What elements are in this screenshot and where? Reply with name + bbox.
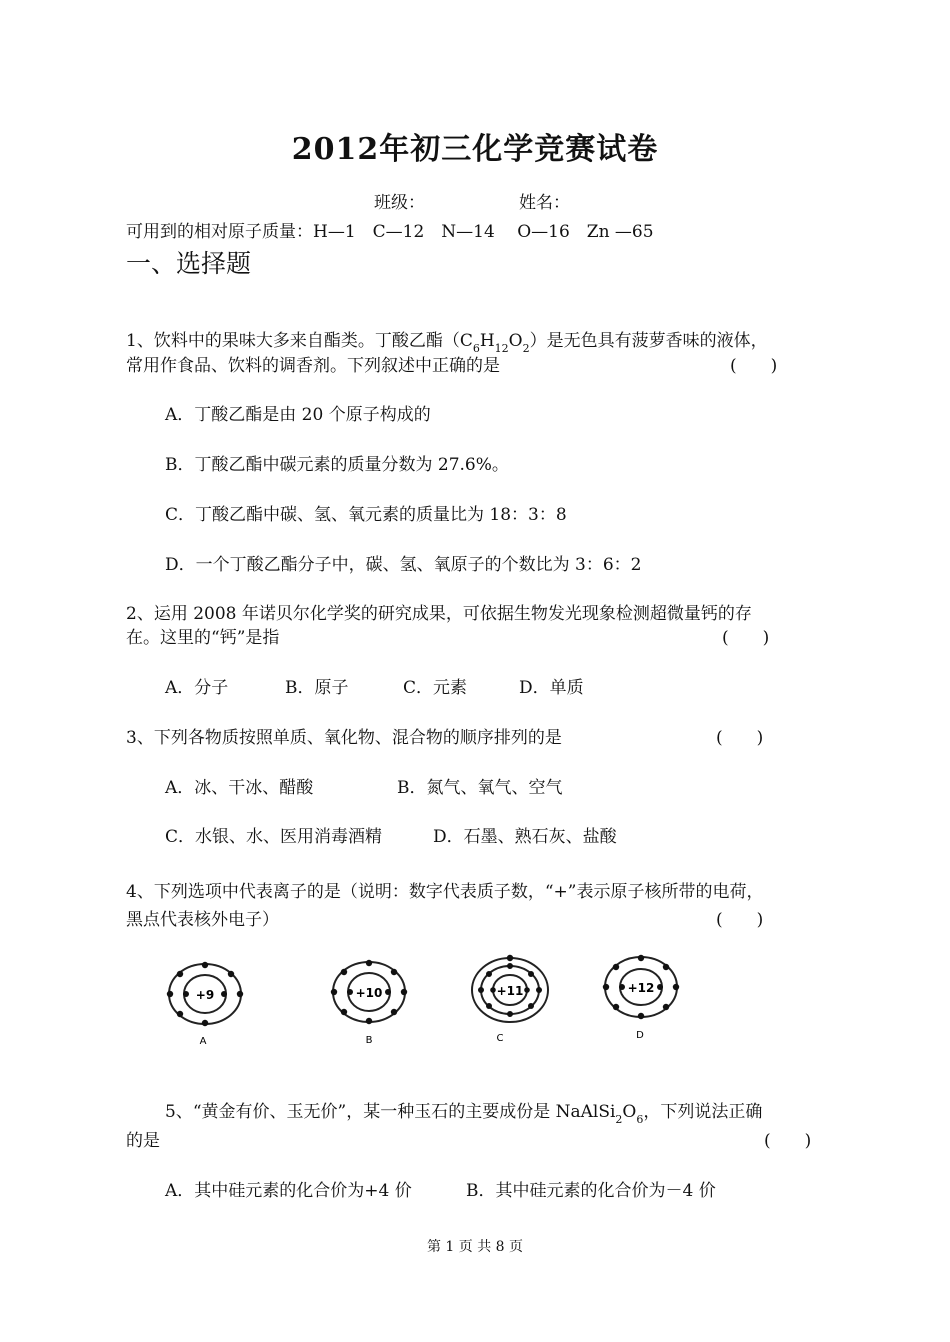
q1-line2: 常用作食品、饮料的调香剂。下列叙述中正确的是 — [126, 356, 500, 376]
page-footer: 第 1 页 共 8 页 — [426, 1239, 524, 1255]
nucleus-d: +12 — [627, 981, 655, 995]
q3-option-c[interactable]: C．水银、水、医用消毒酒精 — [165, 827, 383, 847]
q5-option-b[interactable]: B．其中硅元素的化合价为－4 价 — [466, 1181, 716, 1201]
atom-diagram-b[interactable] — [331, 960, 407, 1046]
q2-line1: 2、运用 2008 年诺贝尔化学奖的研究成果，可依据生物发光现象检测超微量钙的存 — [126, 604, 752, 624]
nucleus-b: +10 — [355, 986, 383, 1000]
q1-line1: 1、饮料中的果味大多来自酯类。丁酸乙酯$(C_6H_{12}O_2)$是无色具有菠萝香味的液体， — [126, 331, 768, 355]
q5-line1: 5、“黄金有价、玉无价”，某一种玉石的主要成份是 $NaAlSi_2O_6$，下列说法正确 — [165, 1102, 763, 1126]
name-label: 姓名： — [519, 193, 570, 213]
q5-line2: 的是 — [126, 1131, 160, 1151]
q5-answer-blank[interactable]: ( ) — [764, 1131, 812, 1151]
atom-diagram-c[interactable] — [472, 955, 548, 1044]
q3-option-d[interactable]: D．石墨、熟石灰、盐酸 — [433, 827, 617, 847]
atom-diagram-d[interactable] — [603, 955, 679, 1041]
q4-answer-blank[interactable]: ( ) — [716, 910, 764, 930]
q2-option-a[interactable]: A．分子 — [165, 678, 229, 698]
q3-answer-blank[interactable]: ( ) — [716, 728, 764, 748]
diagram-label-b: B — [365, 1035, 373, 1046]
diagram-label-c: C — [496, 1033, 504, 1044]
q1-option-a[interactable]: A．丁酸乙酯是由 20 个原子构成的 — [165, 405, 431, 425]
q1-answer-blank[interactable]: ( ) — [730, 356, 778, 376]
q3-option-a[interactable]: A．冰、干冰、醋酸 — [165, 778, 314, 798]
q2-answer-blank[interactable]: ( ) — [722, 628, 770, 648]
q1-option-d[interactable]: D．一个丁酸乙酯分子中，碳、氢、氧原子的个数比为 3：6：2 — [165, 555, 642, 575]
q2-option-c[interactable]: C．元素 — [403, 678, 468, 698]
q2-line2: 在。这里的“钙”是指 — [126, 628, 280, 648]
atom-diagram-a[interactable] — [167, 962, 243, 1047]
q3-line1: 3、下列各物质按照单质、氧化物、混合物的顺序排列的是 — [126, 728, 562, 748]
section-title: 一、选择题 — [126, 249, 252, 278]
q4-line1: 4、下列选项中代表离子的是（说明：数字代表质子数，“+”表示原子核所带的电荷， — [126, 882, 764, 902]
nucleus-c: +11 — [496, 984, 524, 998]
atomic-masses: 可用到的相对原子质量：H—1 C—12 N—14 O—16 Zn —65 — [126, 222, 654, 242]
q2-option-d[interactable]: D．单质 — [519, 678, 584, 698]
diagram-label-a: A — [199, 1036, 207, 1047]
q1-option-b[interactable]: B．丁酸乙酯中碳元素的质量分数为 27.6%。 — [165, 455, 509, 475]
page-title: 2012年初三化学竞赛试卷 — [291, 132, 659, 167]
diagram-label-d: D — [636, 1030, 644, 1041]
nucleus-a: +9 — [195, 988, 215, 1002]
q3-option-b[interactable]: B．氮气、氧气、空气 — [397, 778, 563, 798]
q1-option-c[interactable]: C．丁酸乙酯中碳、氢、氧元素的质量比为 18：3：8 — [165, 505, 567, 525]
q4-line2: 黑点代表核外电子） — [126, 910, 279, 930]
q2-option-b[interactable]: B．原子 — [285, 678, 349, 698]
q5-option-a[interactable]: A．其中硅元素的化合价为+4 价 — [165, 1181, 412, 1201]
class-label: 班级： — [374, 193, 425, 213]
